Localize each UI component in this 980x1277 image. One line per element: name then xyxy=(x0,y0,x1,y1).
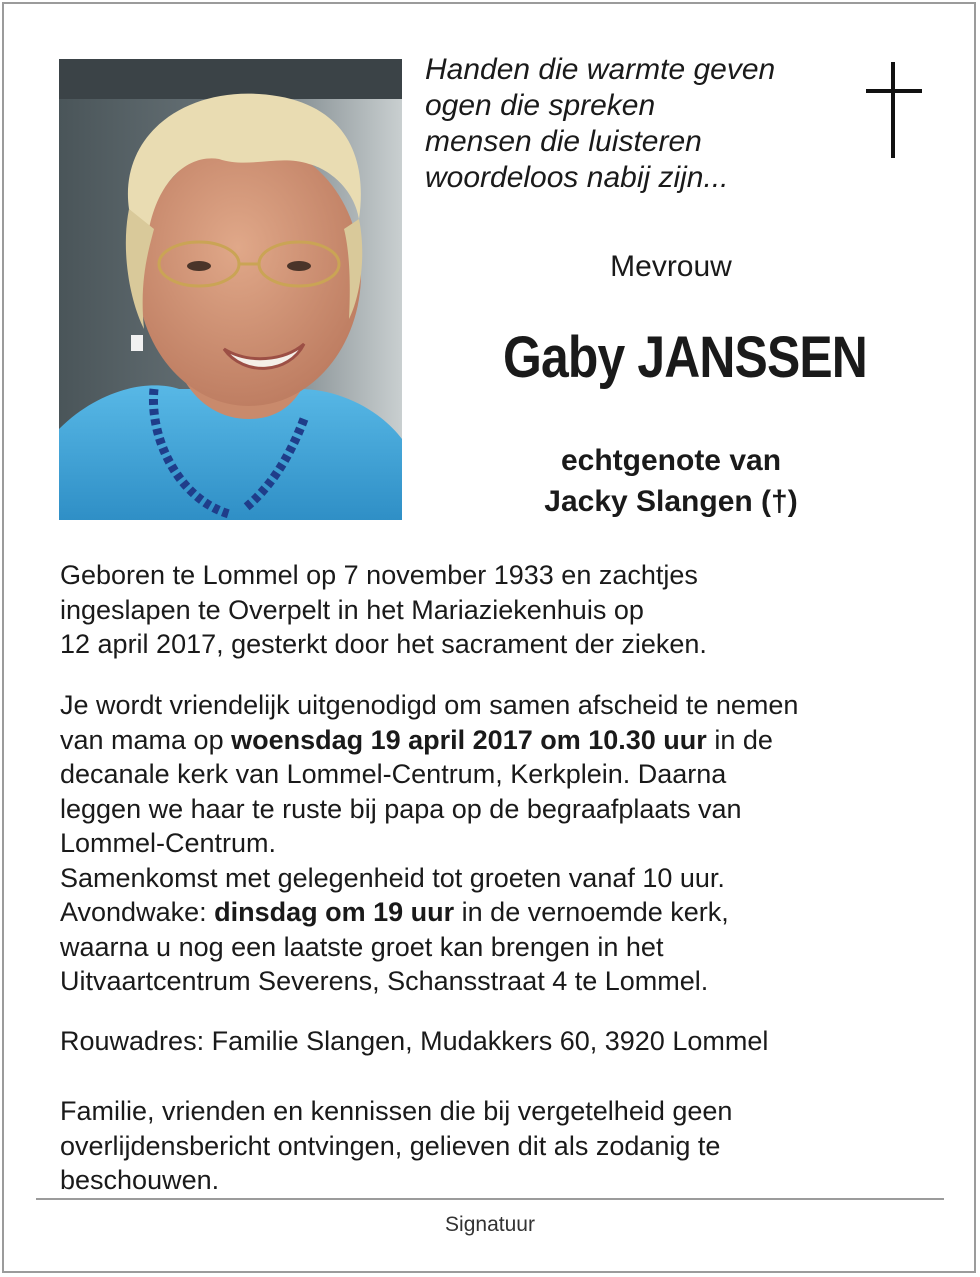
paragraph-line: Rouwadres: Familie Slangen, Mudakkers 60, 3920 Lommel xyxy=(60,1026,769,1056)
poem-line: ogen die spreken xyxy=(425,89,656,122)
signature-label: Signatuur xyxy=(445,1213,535,1236)
text-span: van mama op xyxy=(60,724,232,755)
invitation-paragraph xyxy=(60,688,930,999)
poem xyxy=(425,52,775,196)
paragraph-line: Uitvaartcentrum Severens, Schansstraat 4 te Lommel. xyxy=(60,966,709,996)
cross xyxy=(866,62,922,158)
spouse-info xyxy=(420,440,922,522)
text-span: Avondwake: xyxy=(60,897,215,927)
paragraph-line: ingeslapen te Overpelt in het Mariaziekenhuis op xyxy=(60,594,644,625)
spouse-line: echtgenote van xyxy=(560,444,782,477)
paragraph-line: decanale kerk van Lommel-Centrum, Kerkplein. Daarna xyxy=(60,759,727,789)
salutation: Mevrouw xyxy=(610,250,732,283)
poem-line: woordeloos nabij zijn... xyxy=(425,161,729,194)
paragraph-line: 12 april 2017, gesterkt door het sacrament der zieken. xyxy=(60,629,707,659)
paragraph-line: Familie, vrienden en kennissen die bij vergetelheid geen xyxy=(60,1096,733,1126)
portrait-photo xyxy=(59,59,402,520)
paragraph-line xyxy=(60,895,930,930)
paragraph-line: Geboren te Lommel op 7 november 1933 en zachtjes xyxy=(60,560,698,590)
paragraph-line: beschouwen. xyxy=(60,1165,220,1195)
wake-date: dinsdag om 19 uur xyxy=(214,897,455,927)
footer-divider xyxy=(36,1198,944,1200)
poem-line: mensen die luisteren xyxy=(425,125,702,158)
text-span: in de xyxy=(706,724,773,755)
portrait-photo-icon xyxy=(59,59,402,520)
paragraph-line: Samenkomst met gelegenheid tot groeten vanaf 10 uur. xyxy=(60,862,725,893)
paragraph-line: Lommel-Centrum. xyxy=(60,828,277,858)
notice-paragraph xyxy=(60,1094,930,1198)
paragraph-line: waarna u nog een laatste groet kan brengen in het xyxy=(60,931,664,962)
paragraph-line: overlijdensbericht ontvingen, gelieven dit als zodanig te xyxy=(60,1130,721,1161)
paragraph-line: Je wordt vriendelijk uitgenodigd om samen afscheid te nemen xyxy=(60,690,799,720)
text-span: in de vernoemde kerk, xyxy=(454,897,729,927)
paragraph-line: leggen we haar te ruste bij papa op de begraafplaats van xyxy=(60,793,742,824)
deceased-name: Gaby JANSSEN xyxy=(503,325,867,390)
funeral-date: woensdag 19 april 2017 om 10.30 uur xyxy=(231,724,707,755)
birth-death-paragraph xyxy=(60,558,930,662)
paragraph-line xyxy=(60,723,930,758)
spouse-name: Jacky Slangen (†) xyxy=(544,485,798,518)
mourning-address xyxy=(60,1024,930,1059)
poem-line: Handen die warmte geven xyxy=(425,53,776,86)
cross-icon xyxy=(866,62,922,158)
